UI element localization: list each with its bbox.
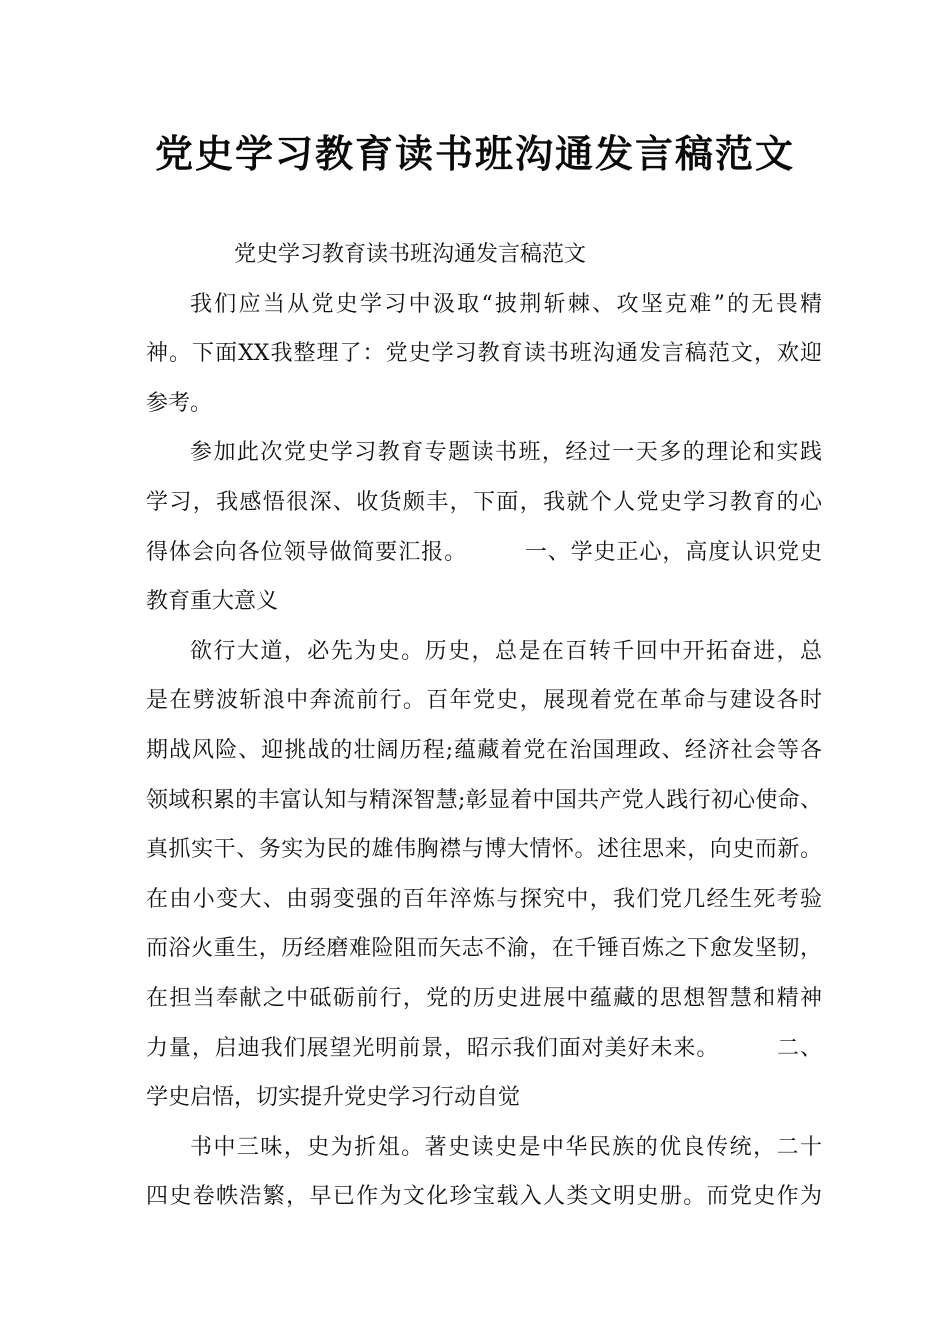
paragraph-line: 欲行大道，必先为史。历史，总是在百转千回中开拓奋进，总 [190, 638, 822, 664]
paragraph-line: 书中三味，史为折俎。著史读史是中华民族的优良传统，二十 [190, 1134, 822, 1160]
paragraph-line: 领域积累的丰富认知与精深智慧;彰显着中国共产党人践行初心使命、 [146, 787, 822, 813]
paragraph-line: 学习，我感悟很深、收货颇丰，下面，我就个人党史学习教育的心 [146, 489, 822, 515]
paragraph-line: 得体会向各位领导做简要汇报。 一、学史正心，高度认识党史 [146, 539, 822, 565]
paragraph-line: 期战风险、迎挑战的壮阔历程;蕴藏着党在治国理政、经济社会等各 [146, 737, 822, 763]
paragraph-line: 是在劈波斩浪中奔流前行。百年党史，展现着党在革命与建设各时 [146, 688, 822, 714]
document-body [146, 230, 822, 1222]
paragraph-line: 我们应当从党史学习中汲取“披荆斩棘、攻坚克难”的无畏精 [190, 291, 822, 317]
paragraph-line: 参加此次党史学习教育专题读书班，经过一天多的理论和实践 [190, 440, 822, 466]
paragraph-line: 在担当奉献之中砥砺前行，党的历史进展中蕴藏的思想智慧和精神 [146, 985, 822, 1011]
paragraph-line: 而浴火重生，历经磨难险阻而矢志不渝，在千锤百炼之下愈发坚韧， [146, 936, 822, 962]
paragraph-line: 学史启悟，切实提升党史学习行动自觉 [146, 1085, 521, 1111]
paragraph-line: 在由小变大、由弱变强的百年淬炼与探究中，我们党几经生死考验 [146, 886, 822, 912]
paragraph-line: 力量，启迪我们展望光明前景，昭示我们面对美好未来。 二、 [146, 1035, 822, 1061]
paragraph-line: 神。下面XX我整理了：党史学习教育读书班沟通发言稿范文，欢迎 [146, 341, 822, 367]
paragraph-line: 参考。 [146, 390, 213, 416]
paragraph-line: 四史卷帙浩繁，早已作为文化珍宝载入人类文明史册。而党史作为 [146, 1184, 822, 1210]
paragraph-line: 真抓实干、务实为民的雄伟胸襟与博大情怀。述往思来，向史而新。 [146, 837, 822, 863]
document-subtitle: 党史学习教育读书班沟通发言稿范文 [234, 242, 587, 267]
paragraph-line: 教育重大意义 [146, 589, 279, 615]
document-title: 党史学习教育读书班沟通发言稿范文 [154, 132, 795, 176]
